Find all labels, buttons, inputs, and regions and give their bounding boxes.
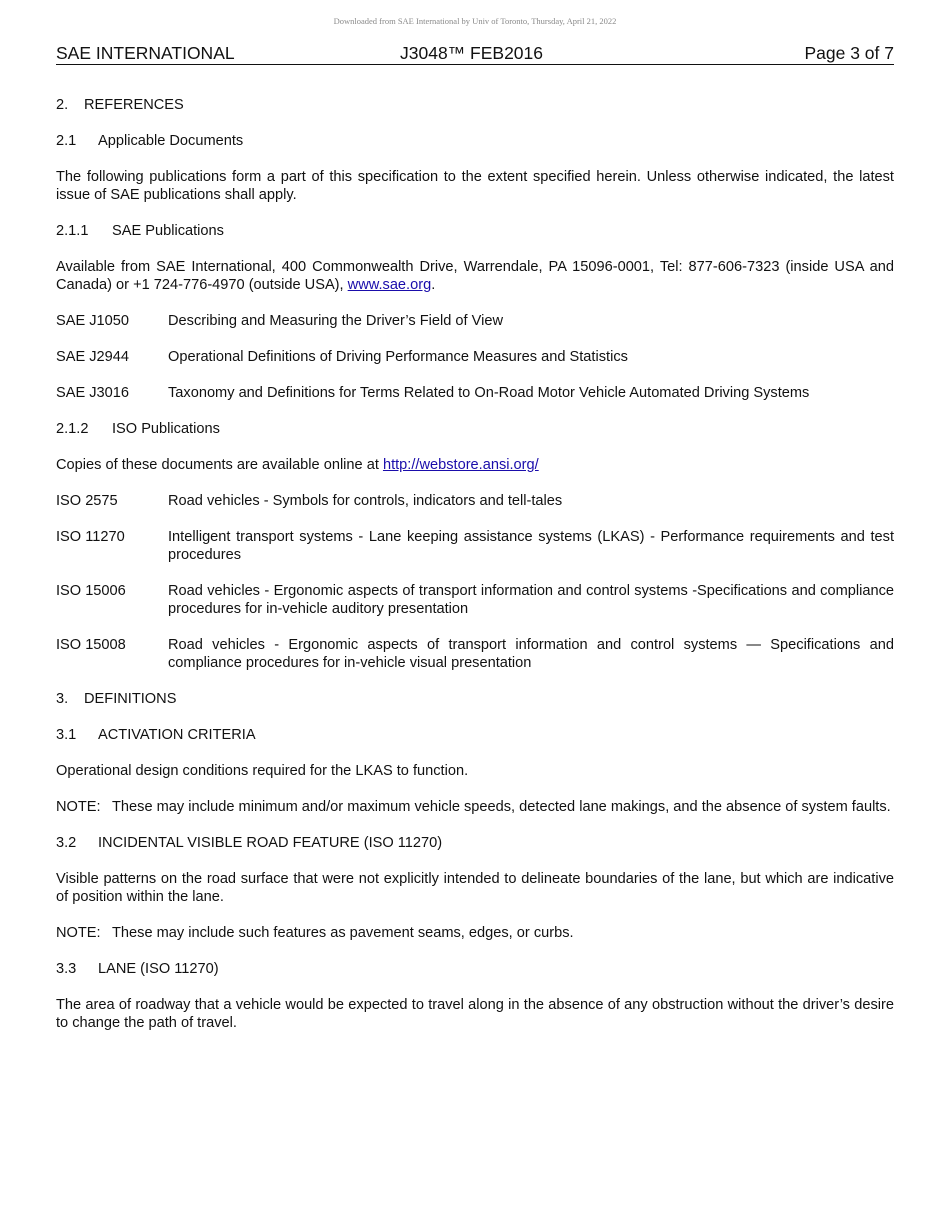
- section-title: LANE (ISO 11270): [98, 961, 219, 977]
- reference-title: Road vehicles - Ergonomic aspects of transport information and control systems — Specifications and compliance procedures for in-vehicle visual presentation: [168, 637, 894, 671]
- reference-iso-15006: [56, 582, 894, 618]
- ansi-webstore-link[interactable]: http://webstore.ansi.org/: [382, 457, 539, 473]
- page-header: [56, 43, 894, 65]
- availability-text: Copies of these documents are available online at: [56, 457, 383, 473]
- document-body: [56, 96, 894, 1032]
- section-2-1-1-heading: [56, 222, 894, 240]
- note-text: These may include minimum and/or maximum vehicle speeds, detected lane makings, and the absence of system faults.: [112, 799, 891, 815]
- reference-sae-j3016: [56, 384, 894, 402]
- reference-title: Describing and Measuring the Driver’s Field of View: [168, 313, 504, 329]
- section-3-1-note: [56, 798, 894, 816]
- section-number: 2.: [56, 97, 69, 113]
- section-3-3-text: The area of roadway that a vehicle would be expected to travel along in the absence of any obstruction without the driver’s desire to change the path of travel.: [56, 997, 894, 1031]
- sae-availability-text: [56, 258, 894, 294]
- header-doc-id: J3048™ FEB2016: [400, 43, 544, 63]
- section-title: INCIDENTAL VISIBLE ROAD FEATURE (ISO 11270): [98, 835, 443, 851]
- reference-iso-11270: [56, 528, 894, 564]
- section-2-1-heading: [56, 132, 894, 150]
- header-page-number: Page 3 of 7: [804, 43, 894, 63]
- reference-title: Operational Definitions of Driving Performance Measures and Statistics: [168, 349, 628, 365]
- reference-title: Road vehicles - Symbols for controls, indicators and tell-tales: [168, 493, 563, 509]
- reference-code: SAE J2944: [56, 349, 130, 365]
- reference-code: ISO 15006: [56, 583, 126, 599]
- reference-title: Intelligent transport systems - Lane keeping assistance systems (LKAS) - Performance requirements and test procedures: [168, 529, 894, 563]
- reference-iso-15008: [56, 636, 894, 672]
- note-text: These may include such features as pavement seams, edges, or curbs.: [112, 925, 574, 941]
- iso-availability-text: [56, 456, 894, 474]
- section-number: 3.: [56, 691, 69, 707]
- section-3-2-note: [56, 924, 894, 942]
- section-3-2-heading: [56, 834, 894, 852]
- section-title: ISO Publications: [112, 421, 220, 437]
- reference-code: ISO 2575: [56, 493, 118, 509]
- section-title: ACTIVATION CRITERIA: [98, 727, 256, 743]
- reference-title: Road vehicles - Ergonomic aspects of transport information and control systems -Specifications and compliance procedures for in-vehicle auditory presentation: [168, 583, 894, 617]
- reference-sae-j1050: [56, 312, 894, 330]
- section-number: 3.2: [56, 835, 77, 851]
- section-number: 3.3: [56, 961, 77, 977]
- reference-iso-2575: [56, 492, 894, 510]
- sae-website-link[interactable]: www.sae.org: [347, 277, 432, 293]
- note-label: NOTE:: [56, 799, 101, 815]
- section-title: Applicable Documents: [98, 133, 244, 149]
- reference-title: Taxonomy and Definitions for Terms Related to On-Road Motor Vehicle Automated Driving Systems: [168, 385, 810, 401]
- section-number: 2.1.2: [56, 421, 89, 437]
- section-title: DEFINITIONS: [84, 691, 177, 707]
- reference-code: SAE J3016: [56, 385, 130, 401]
- section-3-heading: [56, 690, 894, 708]
- availability-text-end: .: [431, 277, 436, 293]
- section-title: SAE Publications: [112, 223, 224, 239]
- section-3-3-heading: [56, 960, 894, 978]
- reference-code: ISO 15008: [56, 637, 126, 653]
- section-3-1-heading: [56, 726, 894, 744]
- section-3-2-text: Visible patterns on the road surface that were not explicitly intended to delineate boundaries of the lane, but which are indicative of position within the lane.: [56, 871, 894, 905]
- section-2-1-text: The following publications form a part of this specification to the extent specified herein. Unless otherwise indicated, the latest issue of SAE publications shall apply.: [56, 169, 894, 203]
- reference-code: SAE J1050: [56, 313, 130, 329]
- section-2-1-2-heading: [56, 420, 894, 438]
- reference-code: ISO 11270: [56, 529, 125, 545]
- section-number: 2.1.1: [56, 223, 89, 239]
- section-number: 3.1: [56, 727, 77, 743]
- section-2-heading: [56, 96, 894, 114]
- note-label: NOTE:: [56, 925, 101, 941]
- section-3-1-text: Operational design conditions required for the LKAS to function.: [56, 763, 469, 779]
- section-title: REFERENCES: [84, 97, 184, 113]
- availability-text: Available from SAE International, 400 Commonwealth Drive, Warrendale, PA 15096-0001, Tel: 877-606-7323 (inside USA and Canada) or +1 724-776-4970 (outside USA),: [56, 259, 894, 293]
- reference-sae-j2944: [56, 348, 894, 366]
- download-watermark: Downloaded from SAE International by Univ of Toronto, Thursday, April 21, 2022: [333, 16, 617, 26]
- section-number: 2.1: [56, 133, 77, 149]
- header-org: SAE INTERNATIONAL: [56, 43, 235, 63]
